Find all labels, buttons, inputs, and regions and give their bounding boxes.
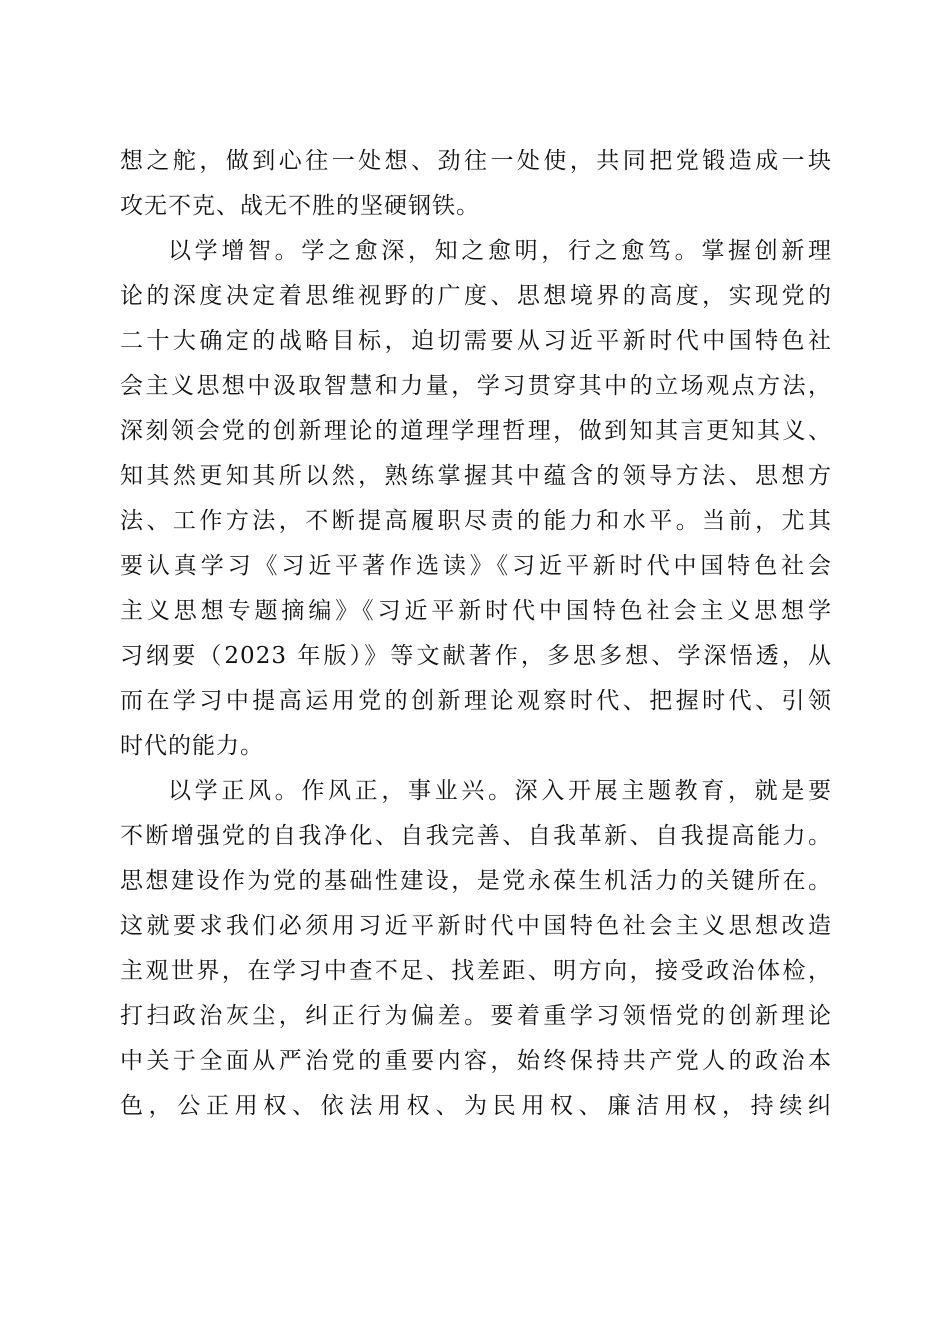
text-line: 会主义思想中汲取智慧和力量，学习贯穿其中的立场观点方法， — [120, 373, 832, 399]
text-line: 主观世界，在学习中查不足、找差距、明方向，接受政治体检， — [120, 958, 832, 984]
text-line: 色，公正用权、依法用权、为民用权、廉洁用权，持续纠 — [120, 1093, 832, 1119]
paragraph-learning-wisdom — [120, 229, 832, 769]
text-line: 这就要求我们必须用习近平新时代中国特色社会主义思想改造 — [120, 913, 832, 939]
paragraph-continuation — [120, 139, 832, 229]
paragraph-learning-style — [120, 769, 832, 1129]
text-line: 法、工作方法，不断提高履职尽责的能力和水平。当前，尤其 — [120, 508, 832, 534]
text-line: 主义思想专题摘编》《习近平新时代中国特色社会主义思想学 — [120, 598, 832, 624]
text-line: 习纲要（2023 年版）》等文献著作，多思多想、学深悟透，从 — [120, 643, 832, 669]
text-line: 思想建设作为党的基础性建设，是党永葆生机活力的关键所在。 — [120, 868, 832, 894]
text-line: 以学正风。作风正，事业兴。深入开展主题教育，就是要 — [168, 778, 832, 804]
text-line: 论的深度决定着思维视野的广度、思想境界的高度，实现党的 — [120, 283, 832, 309]
text-line: 想之舵，做到心往一处想、劲往一处使，共同把党锻造成一块 — [120, 148, 832, 174]
text-line: 要认真学习《习近平著作选读》《习近平新时代中国特色社会 — [120, 553, 832, 579]
text-line: 知其然更知其所以然，熟练掌握其中蕴含的领导方法、思想方 — [120, 463, 832, 489]
text-line: 二十大确定的战略目标，迫切需要从习近平新时代中国特色社 — [120, 328, 832, 354]
text-line: 打扫政治灰尘，纠正行为偏差。要着重学习领悟党的创新理论 — [120, 1003, 832, 1029]
text-line: 而在学习中提高运用党的创新理论观察时代、把握时代、引领 — [120, 688, 832, 714]
document-body — [120, 139, 832, 1129]
text-line: 攻无不克、战无不胜的坚硬钢铁。 — [120, 193, 480, 219]
text-line: 不断增强党的自我净化、自我完善、自我革新、自我提高能力。 — [120, 823, 832, 849]
text-line: 时代的能力。 — [120, 733, 264, 759]
text-line: 深刻领会党的创新理论的道理学理哲理，做到知其言更知其义、 — [120, 418, 832, 444]
text-line: 中关于全面从严治党的重要内容，始终保持共产党人的政治本 — [120, 1048, 832, 1074]
text-line: 以学增智。学之愈深，知之愈明，行之愈笃。掌握创新理 — [168, 238, 832, 264]
